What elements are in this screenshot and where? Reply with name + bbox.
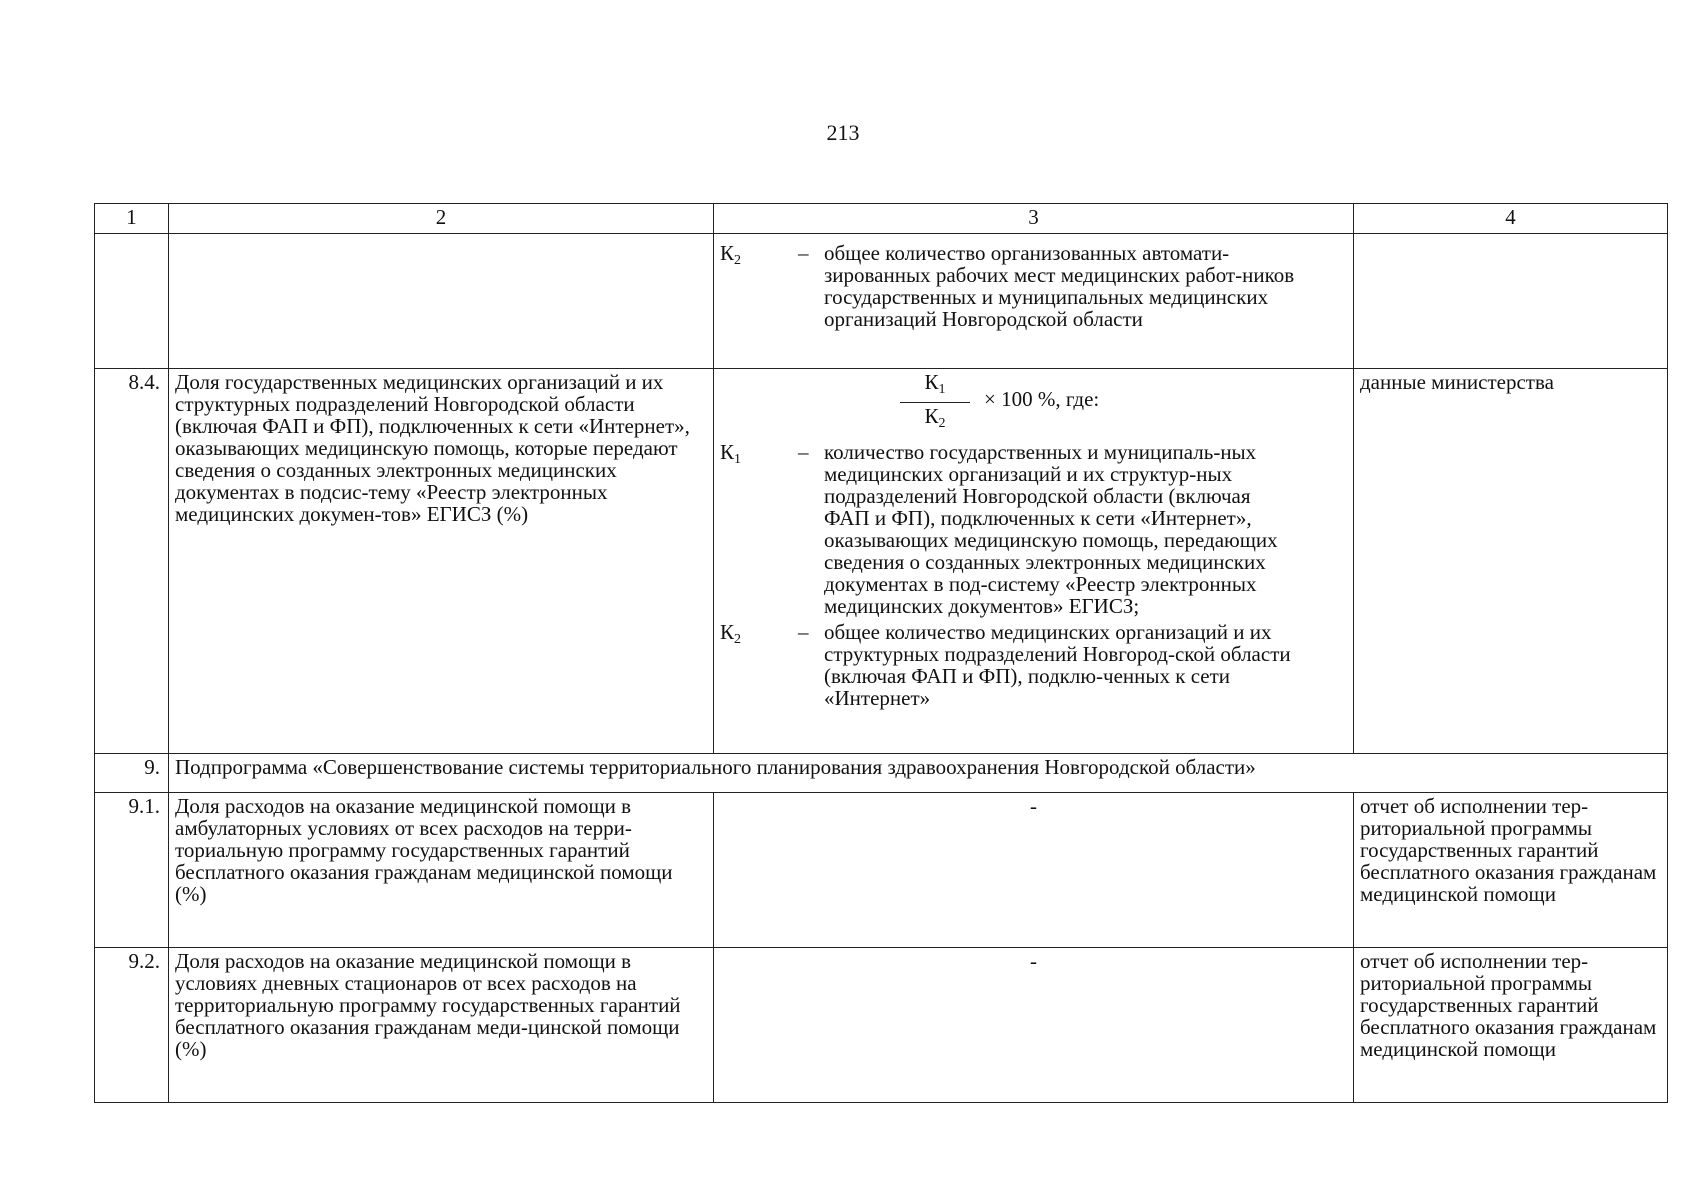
definition-dash: – (798, 620, 809, 644)
calculation-method: - (714, 948, 1354, 1103)
variable-definition (720, 441, 1347, 617)
variable-symbol: $К_2$ (720, 241, 742, 268)
calculation-method: - (714, 793, 1354, 948)
table-row (95, 234, 1668, 369)
calculation-method (714, 234, 1354, 369)
formula (720, 369, 1347, 433)
indicator-name: Доля расходов на оказание медицинской помощи в условиях дневных стационаров от всех расходов на территориальную программу государственных гарантий бесплатного оказания гражданам меди-цинской помощи (%) (169, 948, 714, 1103)
page-number: 213 (826, 120, 860, 145)
fraction (900, 370, 970, 437)
table-row (95, 754, 1668, 793)
indicator-table (94, 203, 1668, 1103)
fraction-numerator: $К_1$ (900, 370, 970, 403)
definition-dash: – (798, 241, 809, 265)
header-cell-4: 4 (1354, 204, 1668, 234)
row-number: 9. (95, 754, 169, 793)
row-number: 8.4. (95, 369, 169, 754)
data-source: данные министерства (1354, 369, 1668, 754)
row-number: 9.2. (95, 948, 169, 1103)
table-header-row (95, 204, 1668, 234)
formula-multiplier: × 100 %, где: (984, 387, 1100, 411)
row-number (95, 234, 169, 369)
data-source: отчет об исполнении тер-риториальной программы государственных гарантий бесплатного оказания гражданам медицинской помощи (1354, 793, 1668, 948)
variable-description: количество государственных и муниципаль-ных медицинских организаций и их структур-ных подразделений Новгородской области (включая ФАП и ФП), подключенных к сети «Интернет», оказывающих медицинскую помощь, передающих сведения о созданных электронных медицинских документах в под-систему «Реестр электронных медицинских документов» ЕГИСЗ; (824, 440, 1278, 618)
variable-symbol: $К_1$ (720, 440, 742, 467)
table-row (95, 369, 1668, 754)
variable-definition (720, 621, 1347, 709)
table-row (95, 948, 1668, 1103)
fraction-denominator: $К_2$ (924, 403, 946, 431)
variable-description: общее количество медицинских организаций и их структурных подразделений Новгород-ской области (включая ФАП и ФП), подклю-ченных к сети «Интернет» (824, 620, 1291, 710)
data-source (1354, 234, 1668, 369)
subprogram-title: Подпрограмма «Совершенствование системы территориального планирования здравоохранения Новгородской области» (169, 754, 1668, 793)
variable-definition (720, 242, 1347, 330)
header-cell-2: 2 (169, 204, 714, 234)
variable-symbol: $К_2$ (720, 620, 742, 647)
indicator-name: Доля расходов на оказание медицинской помощи в амбулаторных условиях от всех расходов на терри-ториальную программу государственных гарантий бесплатного оказания гражданам медицинской помощи (%) (169, 793, 714, 948)
calculation-method (714, 369, 1354, 754)
table-row (95, 793, 1668, 948)
variable-description: общее количество организованных автомати-зированных рабочих мест медицинских работ-ников государственных и муниципальных медицинских организаций Новгородской области (824, 241, 1295, 331)
header-cell-1: 1 (95, 204, 169, 234)
indicator-name (169, 234, 714, 369)
data-source: отчет об исполнении тер-риториальной программы государственных гарантий бесплатного оказания гражданам медицинской помощи (1354, 948, 1668, 1103)
definition-dash: – (798, 440, 809, 464)
row-number: 9.1. (95, 793, 169, 948)
indicator-name: Доля государственных медицинских организаций и их структурных подразделений Новгородской области (включая ФАП и ФП), подключенных к сети «Интернет», оказывающих медицинскую помощь, которые передают сведения о созданных электронных медицинских документах в подсис-тему «Реестр электронных медицинских докумен-тов» ЕГИСЗ (%) (169, 369, 714, 754)
header-cell-3: 3 (714, 204, 1354, 234)
